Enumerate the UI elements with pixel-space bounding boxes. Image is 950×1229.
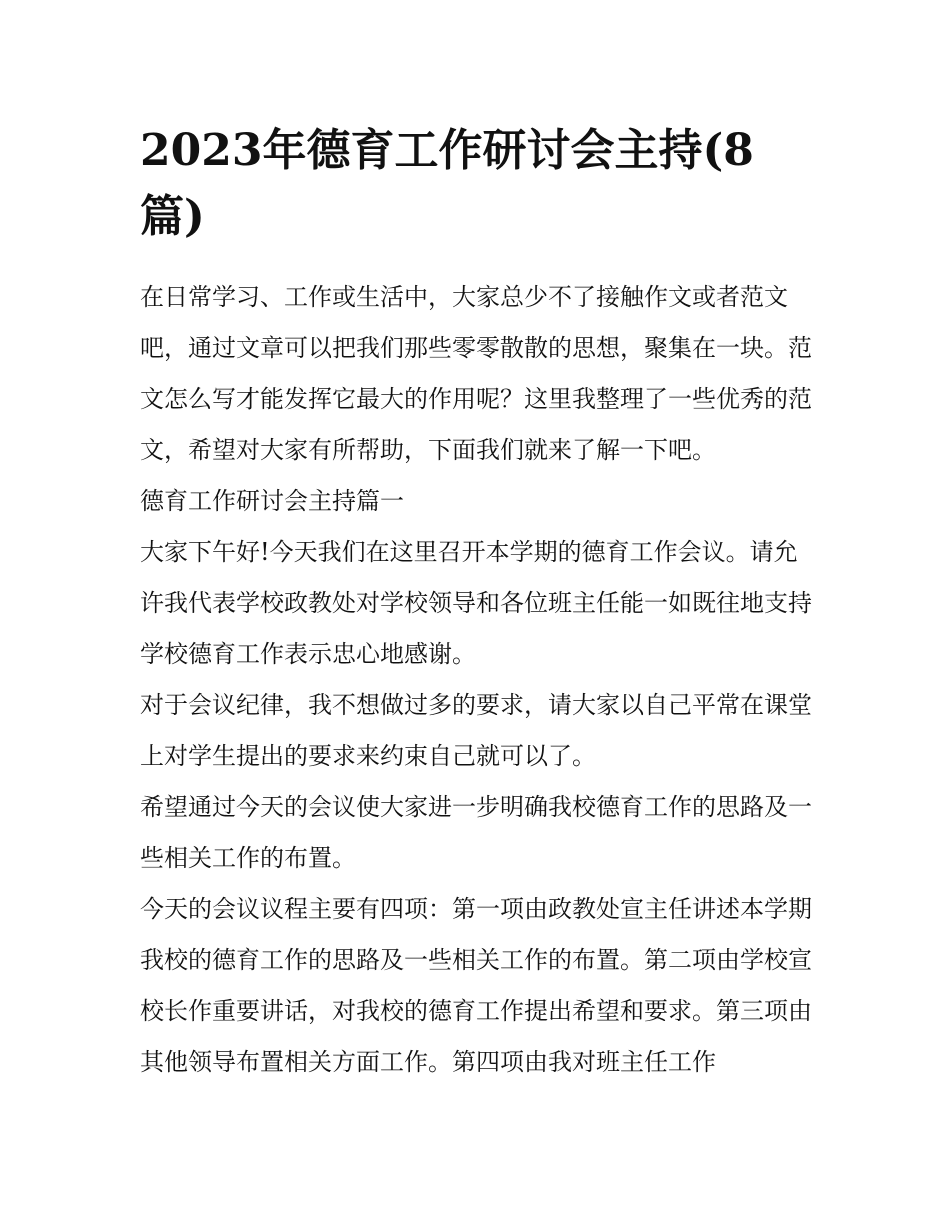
body-paragraph: 对于会议纪律，我不想做过多的要求，请大家以自己平常在课堂上对学生提出的要求来约束自己就可以了。 bbox=[140, 691, 812, 770]
section-heading: 德育工作研讨会主持篇一 bbox=[140, 487, 404, 515]
body-paragraph: 大家下午好!今天我们在这里召开本学期的德育工作会议。请允许我代表学校政教处对学校领导和各位班主任能一如既往地支持学校德育工作表示忠心地感谢。 bbox=[140, 538, 812, 668]
intro-paragraph: 在日常学习、工作或生活中，大家总少不了接触作文或者范文吧，通过文章可以把我们那些零零散散的思想，聚集在一块。范文怎么写才能发挥它最大的作用呢？这里我整理了一些优秀的范文，希望对大家有所帮助，下面我们就来了解一下吧。 bbox=[140, 283, 812, 464]
body-paragraph: 今天的会议议程主要有四项：第一项由政教处宣主任讲述本学期我校的德育工作的思路及一些相关工作的布置。第二项由学校宣校长作重要讲话，对我校的德育工作提出希望和要求。第三项由其他领导布置相关方面工作。第四项由我对班主任工作 bbox=[140, 895, 812, 1076]
document-page bbox=[140, 118, 815, 1088]
document-title: 2023年德育工作研讨会主持(8篇) bbox=[140, 125, 754, 242]
body-paragraph: 希望通过今天的会议使大家进一步明确我校德育工作的思路及一些相关工作的布置。 bbox=[140, 793, 812, 872]
